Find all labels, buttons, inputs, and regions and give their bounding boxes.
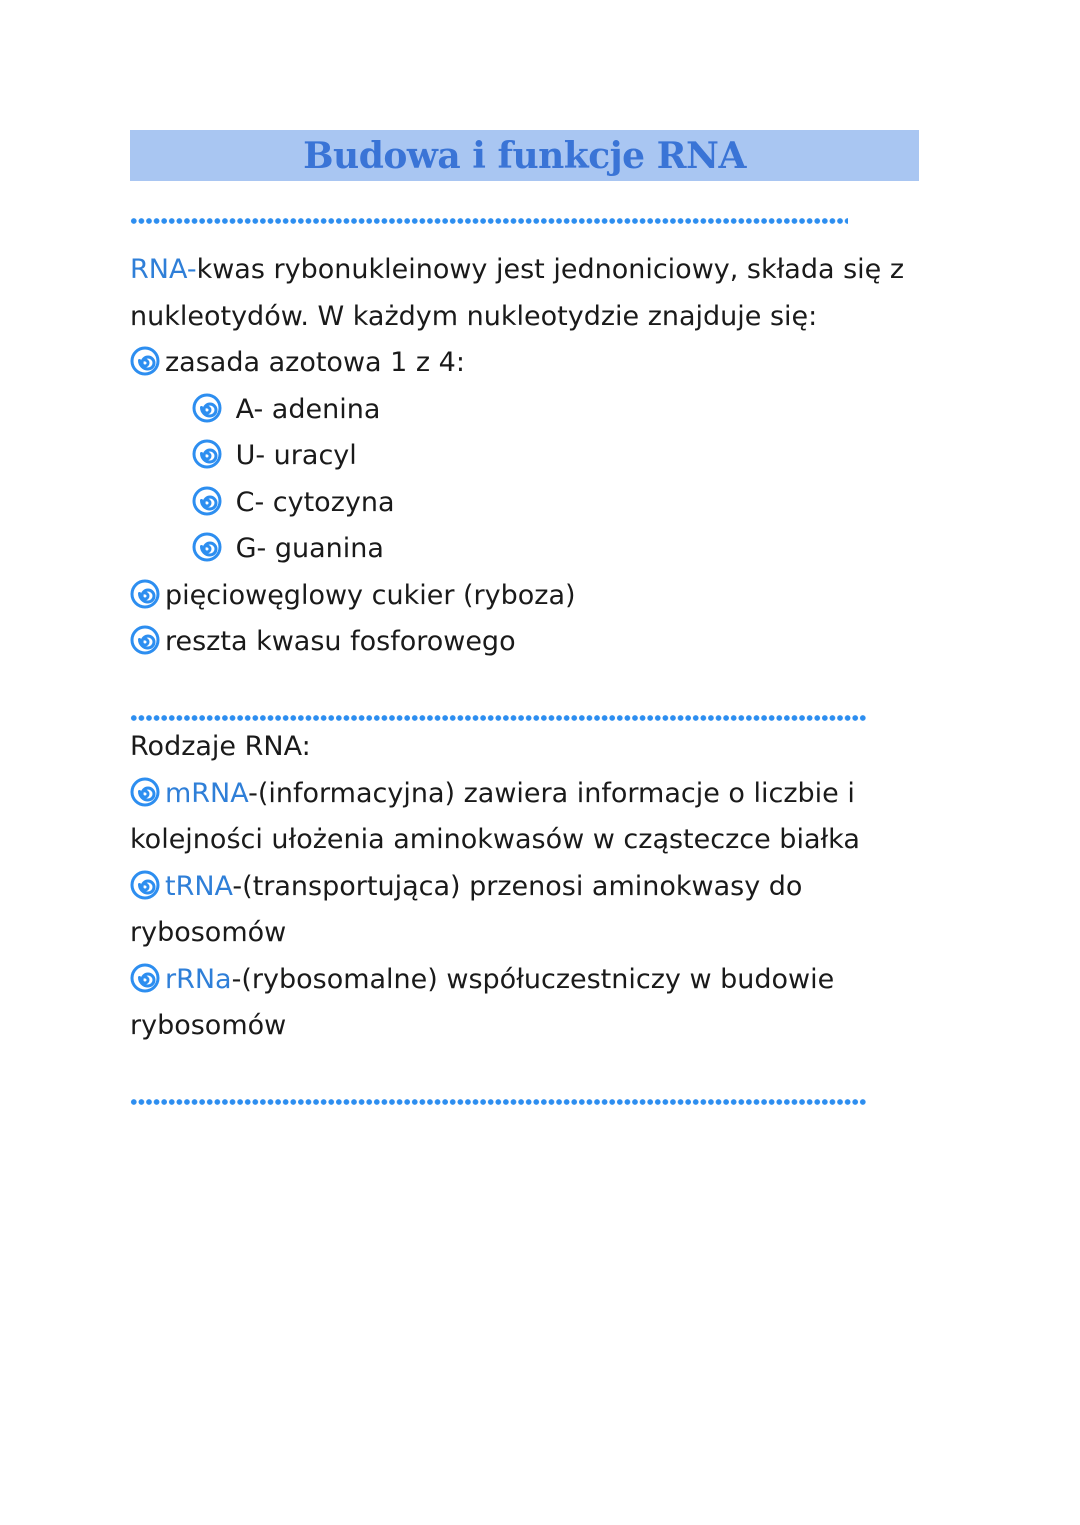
- rna-term: RNA: [130, 254, 187, 285]
- spiral-icon: [130, 346, 160, 376]
- rrna-line-2: rybosomów: [130, 1010, 287, 1041]
- mrna-term: mRNA: [165, 777, 249, 809]
- list-item-mrna: mRNA-(informacyjna) zawiera informacje o liczbie i: [130, 771, 860, 818]
- spiral-icon: [130, 870, 160, 900]
- list-item-phosphate: reszta kwasu fosforowego: [130, 619, 576, 666]
- dotted-divider-3: [130, 1098, 866, 1106]
- list-item-base-u: U- uracyl: [130, 433, 576, 480]
- list-item-base-a: A- adenina: [130, 387, 576, 434]
- spiral-icon: [130, 579, 160, 609]
- trna-line-2: rybosomów: [130, 917, 287, 948]
- spiral-icon: [192, 486, 222, 516]
- list-item-base-c: C- cytozyna: [130, 480, 576, 527]
- spiral-icon: [192, 393, 222, 423]
- components-list: [130, 340, 576, 666]
- dotted-divider-1: [130, 217, 848, 225]
- types-section: [130, 724, 860, 1050]
- mrna-line-2: kolejności ułożenia aminokwasów w cząsteczce białka: [130, 824, 860, 855]
- spiral-icon: [130, 625, 160, 655]
- types-heading: Rodzaje RNA:: [130, 731, 311, 762]
- intro-line-1: [130, 247, 904, 294]
- rna-sep: -: [186, 254, 197, 285]
- spiral-icon: [192, 439, 222, 469]
- base-label: zasada azotowa 1 z 4:: [165, 347, 465, 378]
- dotted-divider-2: [130, 714, 866, 722]
- spiral-icon: [192, 532, 222, 562]
- list-item-base: [130, 340, 576, 387]
- rrna-term: rRNa: [165, 963, 232, 995]
- list-item-rrna: rRNa-(rybosomalne) współuczestniczy w budowie: [130, 957, 860, 1004]
- intro-line-1-rest: kwas rybonukleinowy jest jednoniciowy, składa się z: [196, 254, 905, 285]
- spiral-icon: [130, 963, 160, 993]
- list-item-base-g: G- guanina: [130, 526, 576, 573]
- intro-line-2: nukleotydów. W każdym nukleotydzie znajduje się:: [130, 300, 818, 332]
- trna-term: tRNA: [165, 870, 233, 902]
- title-band: [130, 130, 919, 181]
- intro-paragraph: [130, 247, 904, 340]
- page-title: Budowa i funkcje RNA: [303, 134, 746, 177]
- spiral-icon: [130, 777, 160, 807]
- list-item-trna: tRNA-(transportująca) przenosi aminokwasy do: [130, 864, 860, 911]
- list-item-sugar: pięciowęglowy cukier (ryboza): [130, 573, 576, 620]
